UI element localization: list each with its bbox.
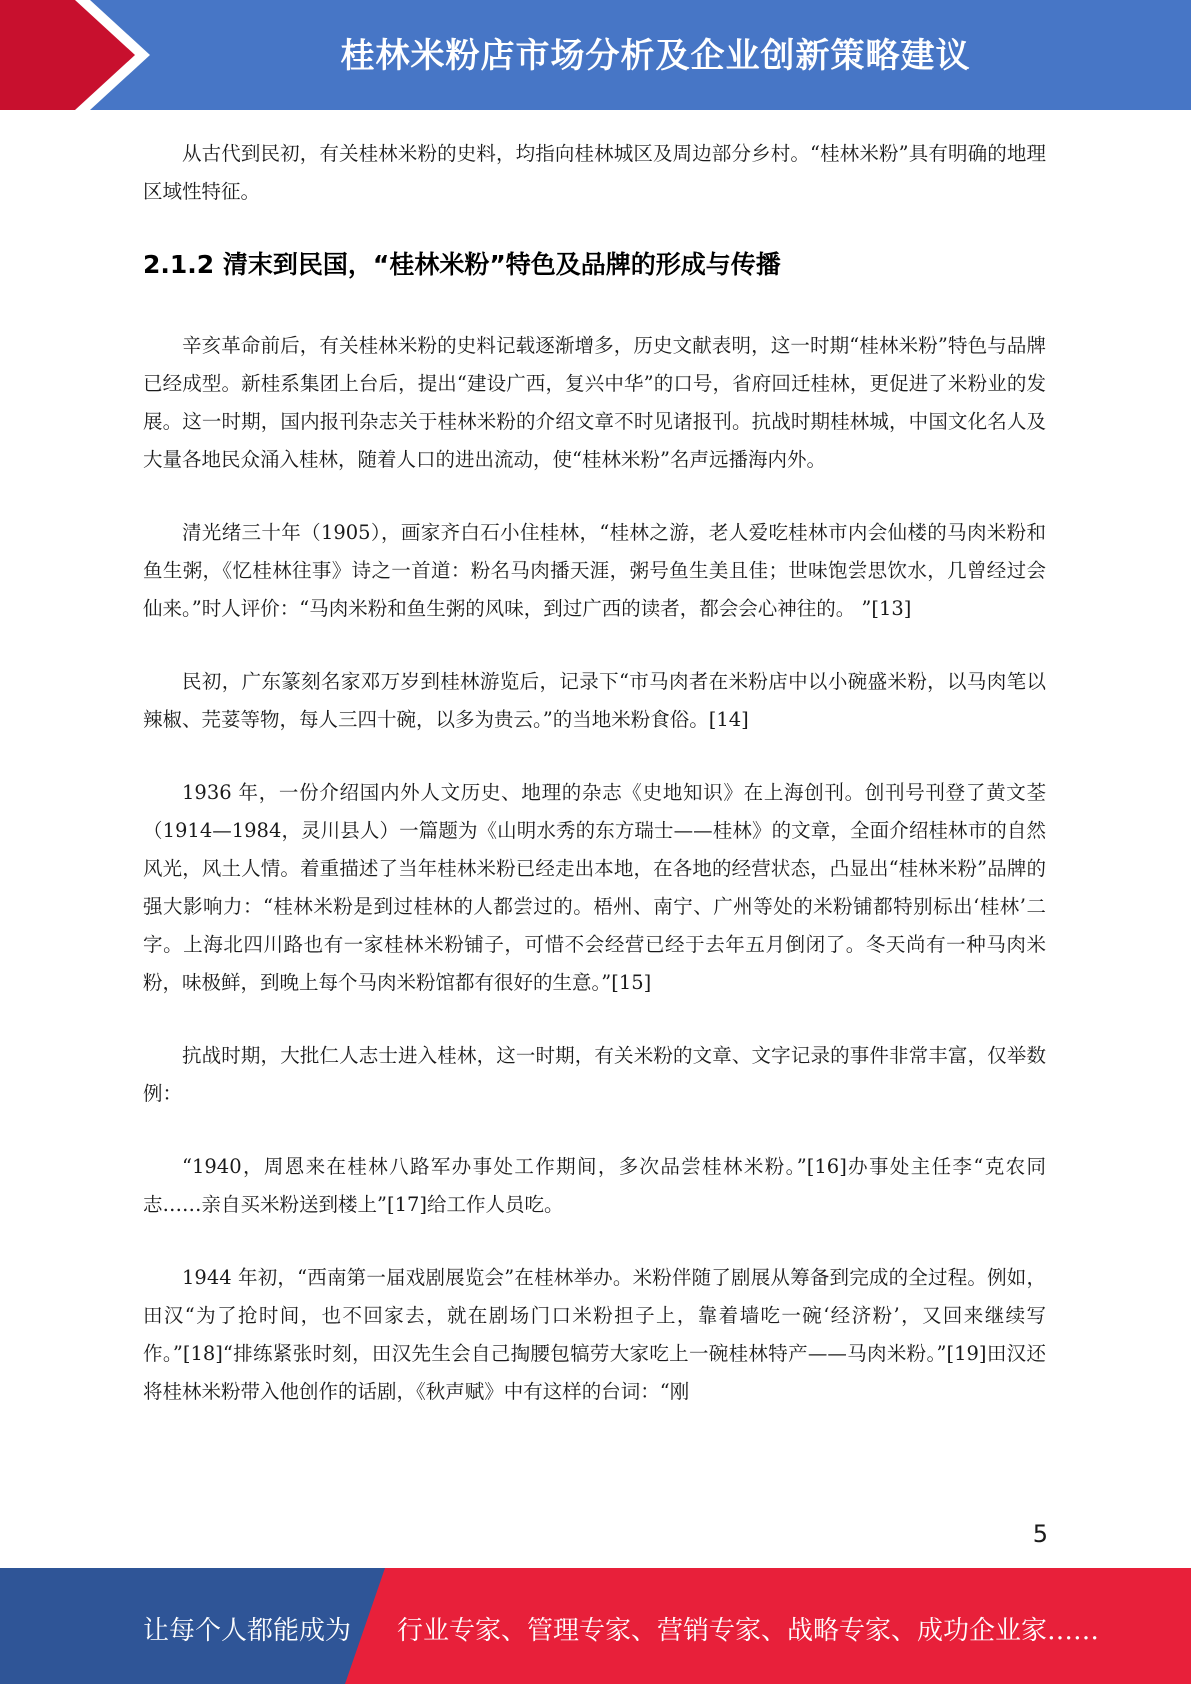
body-paragraph: 1936 年，一份介绍国内外人文历史、地理的杂志《史地知识》在上海创刊。创刊号刊登了黄文荃（1914—1984，灵川县人）一篇题为《山明水秀的东方瑞士——桂林》的文章，全面介绍桂林市的自然风光，风土人情。着重描述了当年桂林米粉已经走出本地，在各地的经营状态，凸显出“桂林米粉”品牌的强大影响力：“桂林米粉是到过桂林的人都尝过的。梧州、南宁、广州等处的米粉铺都特别标出‘桂林’二字。上海北四川路也有一家桂林米粉铺子，可惜不会经营已经于去年五月倒闭了。冬天尚有一种马肉米粉，味极鲜，到晚上每个马肉米粉馆都有很好的生意。”[15] [143,781,1046,994]
body-paragraph: 清光绪三十年（1905），画家齐白石小住桂林，“桂林之游，老人爱吃桂林市内会仙楼的马肉米粉和鱼生粥，《忆桂林往事》诗之一首道：粉名马肉播天涯，粥号鱼生美且佳；世味饱尝思饮水，几曾经过会仙来。”时人评价：“马肉米粉和鱼生粥的风味，到过广西的读者，都会会心神往的。 ”[13] [143,521,1046,620]
page-header [0,0,1191,110]
document-title: 桂林米粉店市场分析及企业创新策略建议 [340,36,971,76]
footer-slogan-right: 行业专家、管理专家、营销专家、战略专家、成功企业家…… [397,1616,1100,1646]
body-paragraph: 民初，广东篆刻名家邓万岁到桂林游览后，记录下“市马肉者在米粉店中以小碗盛米粉，以马肉笔以辣椒、芫荽等物，每人三四十碗，以多为贵云。”的当地米粉食俗。[14] [143,670,1046,731]
body-paragraph: “1940，周恩来在桂林八路军办事处工作期间，多次品尝桂林米粉。”[16]办事处主任李“克农同志……亲自买米粉送到楼上”[17]给工作人员吃。 [143,1155,1046,1216]
intro-paragraph: 从古代到民初，有关桂林米粉的史料，均指向桂林城区及周边部分乡村。“桂林米粉”具有明确的地理区域性特征。 [143,142,1046,203]
body-paragraph: 抗战时期，大批仁人志士进入桂林，这一时期，有关米粉的文章、文字记录的事件非常丰富，仅举数例： [143,1044,1046,1105]
body-paragraph: 1944 年初，“西南第一届戏剧展览会”在桂林举办。米粉伴随了剧展从筹备到完成的全过程。例如，田汉“为了抢时间，也不回家去，就在剧场门口米粉担子上，靠着墙吃一碗‘经济粉’，又回来继续写作。”[18]“排练紧张时刻，田汉先生会自己掏腰包犒劳大家吃上一碗桂林特产——马肉米粉。”[19]田汉还将桂林米粉带入他创作的话剧，《秋声赋》中有这样的台词：“刚 [143,1266,1046,1403]
page-content [143,135,1046,1411]
footer-slogan-left: 让每个人都能成为 [143,1616,352,1646]
page-footer [0,1568,1191,1684]
section-heading: 2.1.2 清末到民国，“桂林米粉”特色及品牌的形成与传播 [143,250,781,279]
body-paragraph: 辛亥革命前后，有关桂林米粉的史料记载逐渐增多，历史文献表明，这一时期“桂林米粉”特色与品牌已经成型。新桂系集团上台后，提出“建设广西，复兴中华”的口号，省府回迁桂林，更促进了米粉业的发展。这一时期，国内报刊杂志关于桂林米粉的介绍文章不时见诸报刊。抗战时期桂林城，中国文化名人及大量各地民众涌入桂林，随着人口的进出流动，使“桂林米粉”名声远播海内外。 [143,334,1046,471]
page-number: 5 [1032,1520,1048,1548]
